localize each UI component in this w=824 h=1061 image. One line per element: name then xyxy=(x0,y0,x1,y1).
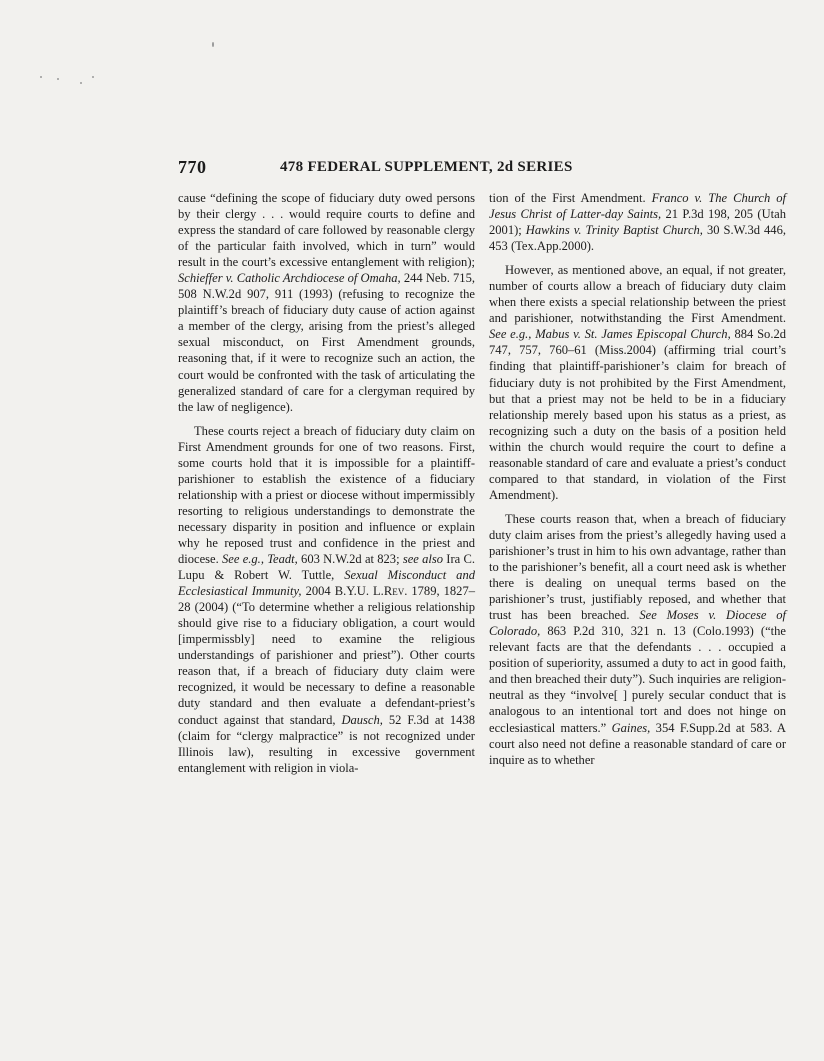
case-citation: Franco v. The Church of Jesus Christ of Latter-day Saints, xyxy=(489,191,786,222)
case-citation: See Moses v. Diocese of Colorado, xyxy=(489,608,786,639)
page-number: 770 xyxy=(178,157,207,177)
text-run: 52 F.3d at 1438 (claim for “clergy malpractice” is not recognized under Illinois law), resulting in excessive government entanglement with religion in viola- xyxy=(178,712,475,775)
scan-speck xyxy=(40,76,42,78)
case-citation: Hawkins v. Trinity Baptist Church, xyxy=(525,223,703,238)
paragraph xyxy=(489,511,786,768)
text-run: 21 P.3d 198, 205 (Utah 2001); xyxy=(489,207,786,238)
text-run: tion of the First Amendment. xyxy=(489,191,652,205)
running-head: 478 FEDERAL SUPPLEMENT, 2d SERIES xyxy=(280,159,573,175)
paragraph xyxy=(178,423,475,776)
signal: see also xyxy=(402,552,444,567)
scan-speck xyxy=(57,78,59,80)
case-citation: Dausch, xyxy=(341,712,383,727)
case-citation: Schieffer v. Catholic Archdiocese of Omaha, xyxy=(178,271,401,286)
case-citation: Gaines, xyxy=(611,720,651,735)
scan-speck xyxy=(212,42,214,47)
text-run: cause “defining the scope of fiduciary duty owed persons by their clergy . . . would require courts to define and express the standard of care followed by reasonable clergy of the particular faith involved, which in turn” would result in the court’s excessive entanglement with religion); xyxy=(178,191,475,270)
text-run: 30 S.W.3d 446, 453 (Tex.App.2000). xyxy=(489,223,786,254)
text-run: These courts reject a breach of fiduciary duty claim on First Amendment grounds for one of two reasons. First, some courts hold that it is impossible for a plaintiff-parishioner to establish the existence of a fiduciary relationship with a priest or diocese without impermissibly resorting to religious understandings to demonstrate the necessary disparity in position and influence or explain why he reposed trust and confidence in the priest and diocese. xyxy=(178,423,475,567)
page-header xyxy=(178,157,778,179)
text-run: These courts reason that, when a breach of fiduciary duty claim arises from the priest’s allegedly having used a parishioner’s trust in him to his own advantage, rather than to the parishioner’s benefit, all a court need ask is whether there is dealing on unequal terms based on the parishioner’s trust, justifiably reposed, and whether that trust has been breached. xyxy=(489,511,786,623)
text-run: Ira C. Lupu & Robert W. Tuttle, xyxy=(178,552,475,583)
paragraph xyxy=(489,262,786,503)
text-run: 603 N.W.2d at 823; xyxy=(297,552,403,567)
text-run: Rev. xyxy=(383,584,408,599)
text-run: 354 F.Supp.2d at 583. A court also need not define a reasonable standard of care or inquire as to whether xyxy=(489,720,786,767)
case-citation: See e.g., Teadt, xyxy=(222,552,298,567)
right-column xyxy=(489,190,786,768)
text-run: 2004 B.Y.U. L. xyxy=(301,584,384,599)
scan-speck xyxy=(92,76,94,78)
article-title: Sexual Misconduct and Ecclesiastical Immunity, xyxy=(178,568,476,599)
text-run: 863 P.2d 310, 321 n. 13 (Colo.1993) (“the relevant facts are that the defendants . . . occupied a position of superiority, assumed a duty to act in good faith, and then breached their duty”). Such inquiries are religion-neutral as they “involve[ ] purely secular conduct that is analogous to an intentional tort and does not hinge on ecclesiastical matters.” xyxy=(489,624,786,735)
text-run: However, as mentioned above, an equal, if not greater, number of courts allow a breach of fiduciary duty claim when there exists a special relationship between the priest and parishioner, notwithstanding the First Amendment. xyxy=(489,263,786,326)
left-column xyxy=(178,190,475,776)
scan-speck xyxy=(80,82,82,84)
text-run: 884 So.2d 747, 757, 760–61 (Miss.2004) (affirming trial court’s finding that plaintiff-parishioner’s claim for breach of fiduciary duty is not prohibited by the First Amendment, but that a priest may not be held to be in a fiduciary relationship merely based upon his status as a priest, as recognizing such a duty on the basis of a position held within the church would require the court to define a reasonable standard of care and evaluate a priest’s conduct compared to that standard, in violation of the First Amendment). xyxy=(489,327,787,502)
text-run: 1789, 1827–28 (2004) (“To determine whether a religious relationship should give rise to a fiduciary obligation, a court would [impermissbly] need to examine the religious understandings of parishioner and priest”). Other courts reason that, if a breach of fiduciary duty claim were recognized, it would be necessary to define a reasonable duty standard and then evaluate a defendant-priest’s conduct against that standard, xyxy=(178,584,476,727)
paragraph xyxy=(178,190,475,415)
text-run: 244 Neb. 715, 508 N.W.2d 907, 911 (1993) (refusing to recognize the plaintiff’s breach of fiduciary duty cause of action against a member of the clergy, arising from the priest’s alleged sexual misconduct, on First Amendment grounds, reasoning that, if it were to recognize such an action, the court would be confronted with the task of articulating the generalized standard of care for a clergyman required by the law of negligence). xyxy=(178,271,475,414)
case-citation: See e.g., Mabus v. St. James Episcopal Church, xyxy=(489,327,731,342)
paragraph xyxy=(489,190,786,254)
